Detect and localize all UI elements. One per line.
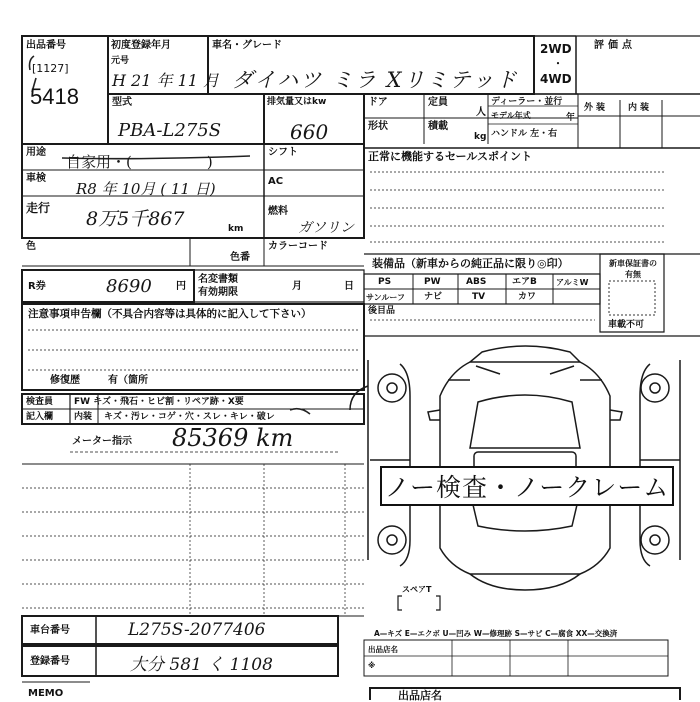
equip-sunroof: サンルーフ <box>366 293 405 302</box>
no-claim-stamp: ノー検査・ノークレーム <box>380 466 674 506</box>
damage-key-codes: A—キズ E—エクボ U—凹み W—修理跡 S—サビ C—腐食 XX—交換済 <box>374 629 618 638</box>
equip-navi: ナビ <box>424 292 443 302</box>
mileage-label: 走行 <box>26 201 51 215</box>
capacity-label: 定員 <box>428 97 448 108</box>
usage-value: 自家用・( ) <box>66 153 213 171</box>
equip-ps: PS <box>378 277 392 287</box>
mileage-unit: km <box>228 224 244 234</box>
name-change-label: 名変書類 <box>198 274 238 285</box>
shipper-label: 出品店名 <box>398 689 442 702</box>
exterior-codes: FW キズ・飛石・ヒビ割・リペア跡・X要 <box>74 397 244 407</box>
equip-abs: ABS <box>466 277 487 287</box>
displacement-label: 排気量又はkw <box>267 97 327 107</box>
interior-label: 内装 <box>628 103 653 113</box>
entry-label: 記入欄 <box>26 412 54 422</box>
equip-tv: TV <box>472 292 486 302</box>
chassis-value: L275S-2077406 <box>128 620 266 640</box>
load-label: 積載 <box>428 121 448 132</box>
chassis-label: 車台番号 <box>30 625 70 636</box>
fuel-label: 燃料 <box>268 206 288 217</box>
lot-number: 5418 <box>30 84 79 109</box>
color-no-label: 色番 <box>230 252 250 263</box>
ac-label: AC <box>268 176 284 187</box>
shape-label: 形状 <box>368 121 388 132</box>
mileage-value: 8万5千867 <box>86 208 185 230</box>
repair-label: 修復歴 <box>50 375 80 386</box>
handle-label: ハンドル 左・右 <box>491 129 558 139</box>
rear-seat-label: 後目品 <box>368 306 396 316</box>
equip-leather: カワ <box>518 292 537 302</box>
first-reg-label: 初度登録年月 <box>111 40 171 51</box>
car-name-value: ダイハツ ミラ Xリミテッド <box>232 68 519 92</box>
bottom-table-note: ※ <box>368 661 376 670</box>
color-label: 色 <box>26 241 36 252</box>
recycle-value: 8690 <box>106 276 152 297</box>
capacity-unit: 人 <box>476 107 486 118</box>
model-year-unit: 年 <box>566 113 576 123</box>
color-code-label: カラーコード <box>268 241 328 252</box>
equip-pw: PW <box>424 277 441 287</box>
day-unit: 日 <box>344 281 354 292</box>
registration-label: 登録番号 <box>30 656 70 667</box>
first-reg-value: H 21 年 11 月 <box>112 71 220 90</box>
recycle-label: R券 <box>28 281 46 292</box>
equip-airbag: エアB <box>512 277 537 287</box>
declaration-label: 注意事項申告欄（不具合内容等は具体的に記入して下さい） <box>28 308 312 320</box>
interior-codes-label: 内装 <box>74 412 93 422</box>
usage-label: 用途 <box>26 147 46 158</box>
repair-value: 有（箇所 <box>108 375 148 386</box>
bottom-table-label: 出品店名 <box>368 645 398 654</box>
unknown-label: 車載不可 <box>608 320 645 330</box>
model-label: 型式 <box>112 97 132 108</box>
equipment-title: 装備品（新車からの純正品に限り◎印） <box>372 257 569 270</box>
lot-sub: [1127] <box>32 62 69 75</box>
selling-points-label: 正常に機能するセールスポイント <box>368 150 533 163</box>
displacement-value: 660 <box>290 120 329 144</box>
equip-alloy: アルミW <box>556 278 589 287</box>
load-unit: kg <box>474 132 487 142</box>
valid-label: 有効期限 <box>198 287 238 298</box>
spare-label: スペアT <box>402 585 432 594</box>
era-label: 元号 <box>111 56 130 66</box>
fuel-value: ガソリン <box>298 220 354 236</box>
inspection-label: 車検 <box>26 173 46 184</box>
meter-label: メーター指示 <box>72 436 132 447</box>
warranty-label: 新車保証書の有無 <box>609 259 657 279</box>
lot-label: 出品番号 <box>26 40 66 51</box>
meter-value: 85369 km <box>172 424 294 452</box>
car-name-label: 車名・グレード <box>212 40 282 51</box>
drive-4wd: 4WD <box>540 72 572 86</box>
interior-codes: キズ・汚レ・コゲ・穴・スレ・キレ・破レ <box>104 412 275 422</box>
dealer-label: ディーラー・並行 <box>491 97 563 107</box>
recycle-unit: 円 <box>176 281 186 292</box>
doors-label: ドア <box>368 97 388 108</box>
drive-2wd: 2WD <box>540 42 572 56</box>
shift-label: シフト <box>268 147 298 158</box>
memo-label: MEMO <box>28 688 64 699</box>
registration-value: 大分 581 く 1108 <box>130 655 273 675</box>
exterior-label: 外装 <box>584 103 609 113</box>
month-unit: 月 <box>292 281 302 292</box>
inspector-label: 検査員 <box>26 397 54 407</box>
rating-label: 評価点 <box>594 40 636 51</box>
model-year-label: モデル年式 <box>491 111 531 120</box>
model-value: PBA-L275S <box>118 120 222 141</box>
drive-dot: ・ <box>553 59 563 70</box>
inspection-value: R8 年 10月 ( 11 日) <box>76 180 216 198</box>
warranty-dashed-box <box>608 280 656 316</box>
